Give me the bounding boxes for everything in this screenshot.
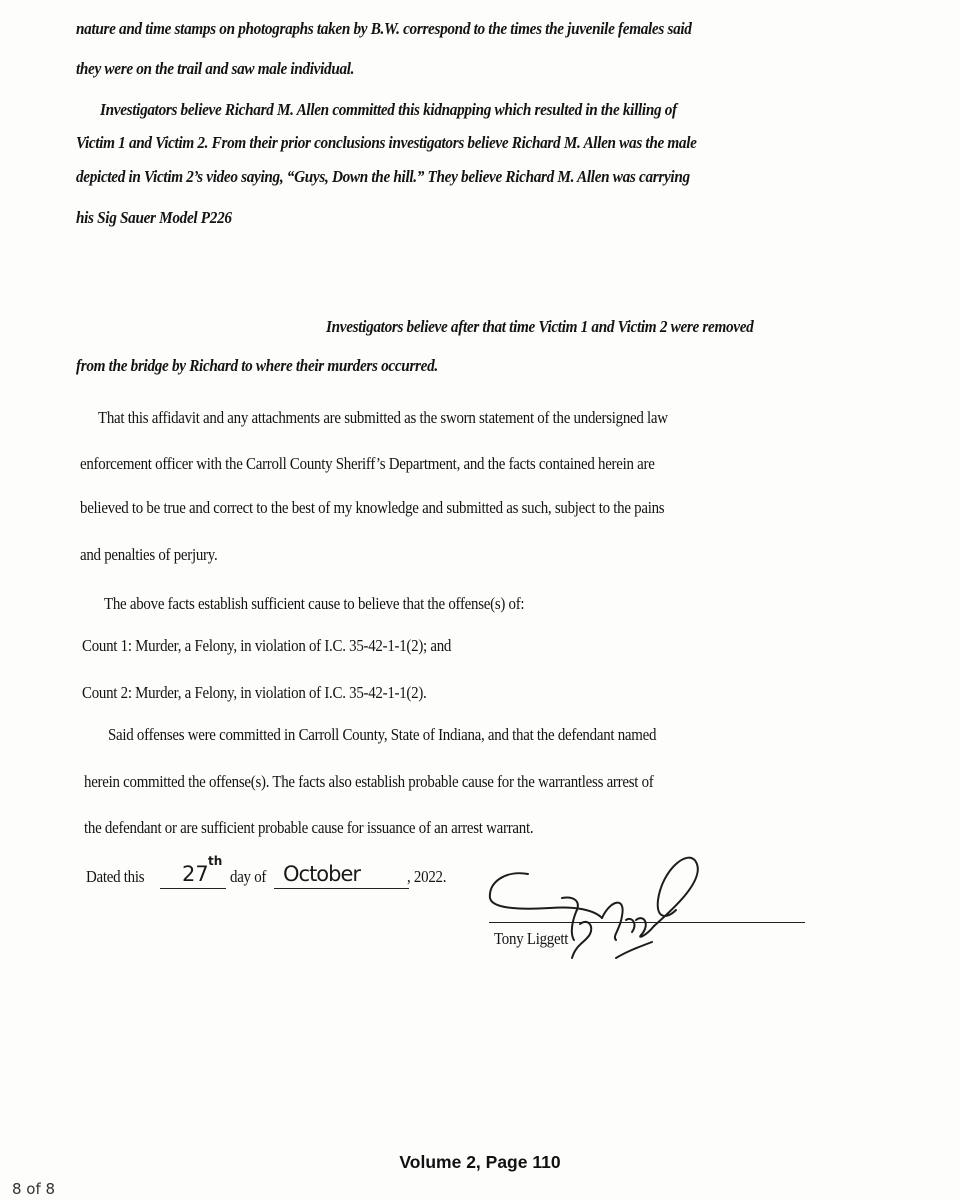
paragraph-photo-timestamps-line-1: nature and time stamps on photographs taken by B.W. correspond to the times the juvenile females said <box>76 19 692 38</box>
paragraph-sworn-statement-line-4: and penalties of perjury. <box>80 545 218 564</box>
handwritten-page-count: 8 of 8 <box>12 1180 56 1198</box>
paragraph-removed-line-1: Investigators believe after that time Victim 1 and Victim 2 were removed <box>326 317 754 336</box>
paragraph-investigators-line-4: his Sig Sauer Model P226 <box>76 208 232 227</box>
paragraph-removed-line-2: from the bridge by Richard to where their murders occurred. <box>76 356 438 375</box>
paragraph-sufficient-cause: The above facts establish sufficient cause to believe that the offense(s) of: <box>104 594 525 613</box>
paragraph-photo-timestamps-line-2: they were on the trail and saw male individual. <box>76 59 355 78</box>
handwritten-day-suffix: th <box>208 854 223 868</box>
paragraph-sworn-statement-line-3: believed to be true and correct to the best of my knowledge and submitted as such, subject to the pains <box>80 498 665 517</box>
paragraph-offenses-committed-line-1: Said offenses were committed in Carroll County, State of Indiana, and that the defendant named <box>108 725 657 744</box>
paragraph-investigators-line-3: depicted in Victim 2’s video saying, “Guys, Down the hill.” They believe Richard M. Allen was carrying <box>76 167 690 186</box>
signature-scribble-icon <box>476 840 716 970</box>
paragraph-offenses-committed-line-2: herein committed the offense(s). The facts also establish probable cause for the warrantless arrest of <box>84 772 654 791</box>
day-blank-line <box>160 888 226 889</box>
paragraph-investigators-line-2: Victim 1 and Victim 2. From their prior conclusions investigators believe Richard M. Allen was the male <box>76 133 697 152</box>
count-1: Count 1: Murder, a Felony, in violation of I.C. 35-42-1-1(2); and <box>82 636 452 655</box>
count-2: Count 2: Murder, a Felony, in violation of I.C. 35-42-1-1(2). <box>82 683 427 702</box>
paragraph-sworn-statement-line-2: enforcement officer with the Carroll County Sheriff’s Department, and the facts contained herein are <box>80 454 655 473</box>
paragraph-investigators-line-1: Investigators believe Richard M. Allen committed this kidnapping which resulted in the killing of <box>100 100 677 119</box>
month-blank-line <box>274 888 409 889</box>
paragraph-sworn-statement-line-1: That this affidavit and any attachments are submitted as the sworn statement of the undersigned law <box>98 408 668 427</box>
dated-middle: day of <box>230 867 267 886</box>
handwritten-day: 27 <box>182 862 209 886</box>
signatory-name: Tony Liggett <box>494 929 569 948</box>
page-footer-volume-page: Volume 2, Page 110 <box>399 1152 561 1172</box>
paragraph-offenses-committed-line-3: the defendant or are sufficient probable cause for issuance of an arrest warrant. <box>84 818 534 837</box>
handwritten-month: October <box>283 862 361 886</box>
dated-prefix: Dated this <box>86 867 145 886</box>
dated-year: , 2022. <box>407 867 447 886</box>
